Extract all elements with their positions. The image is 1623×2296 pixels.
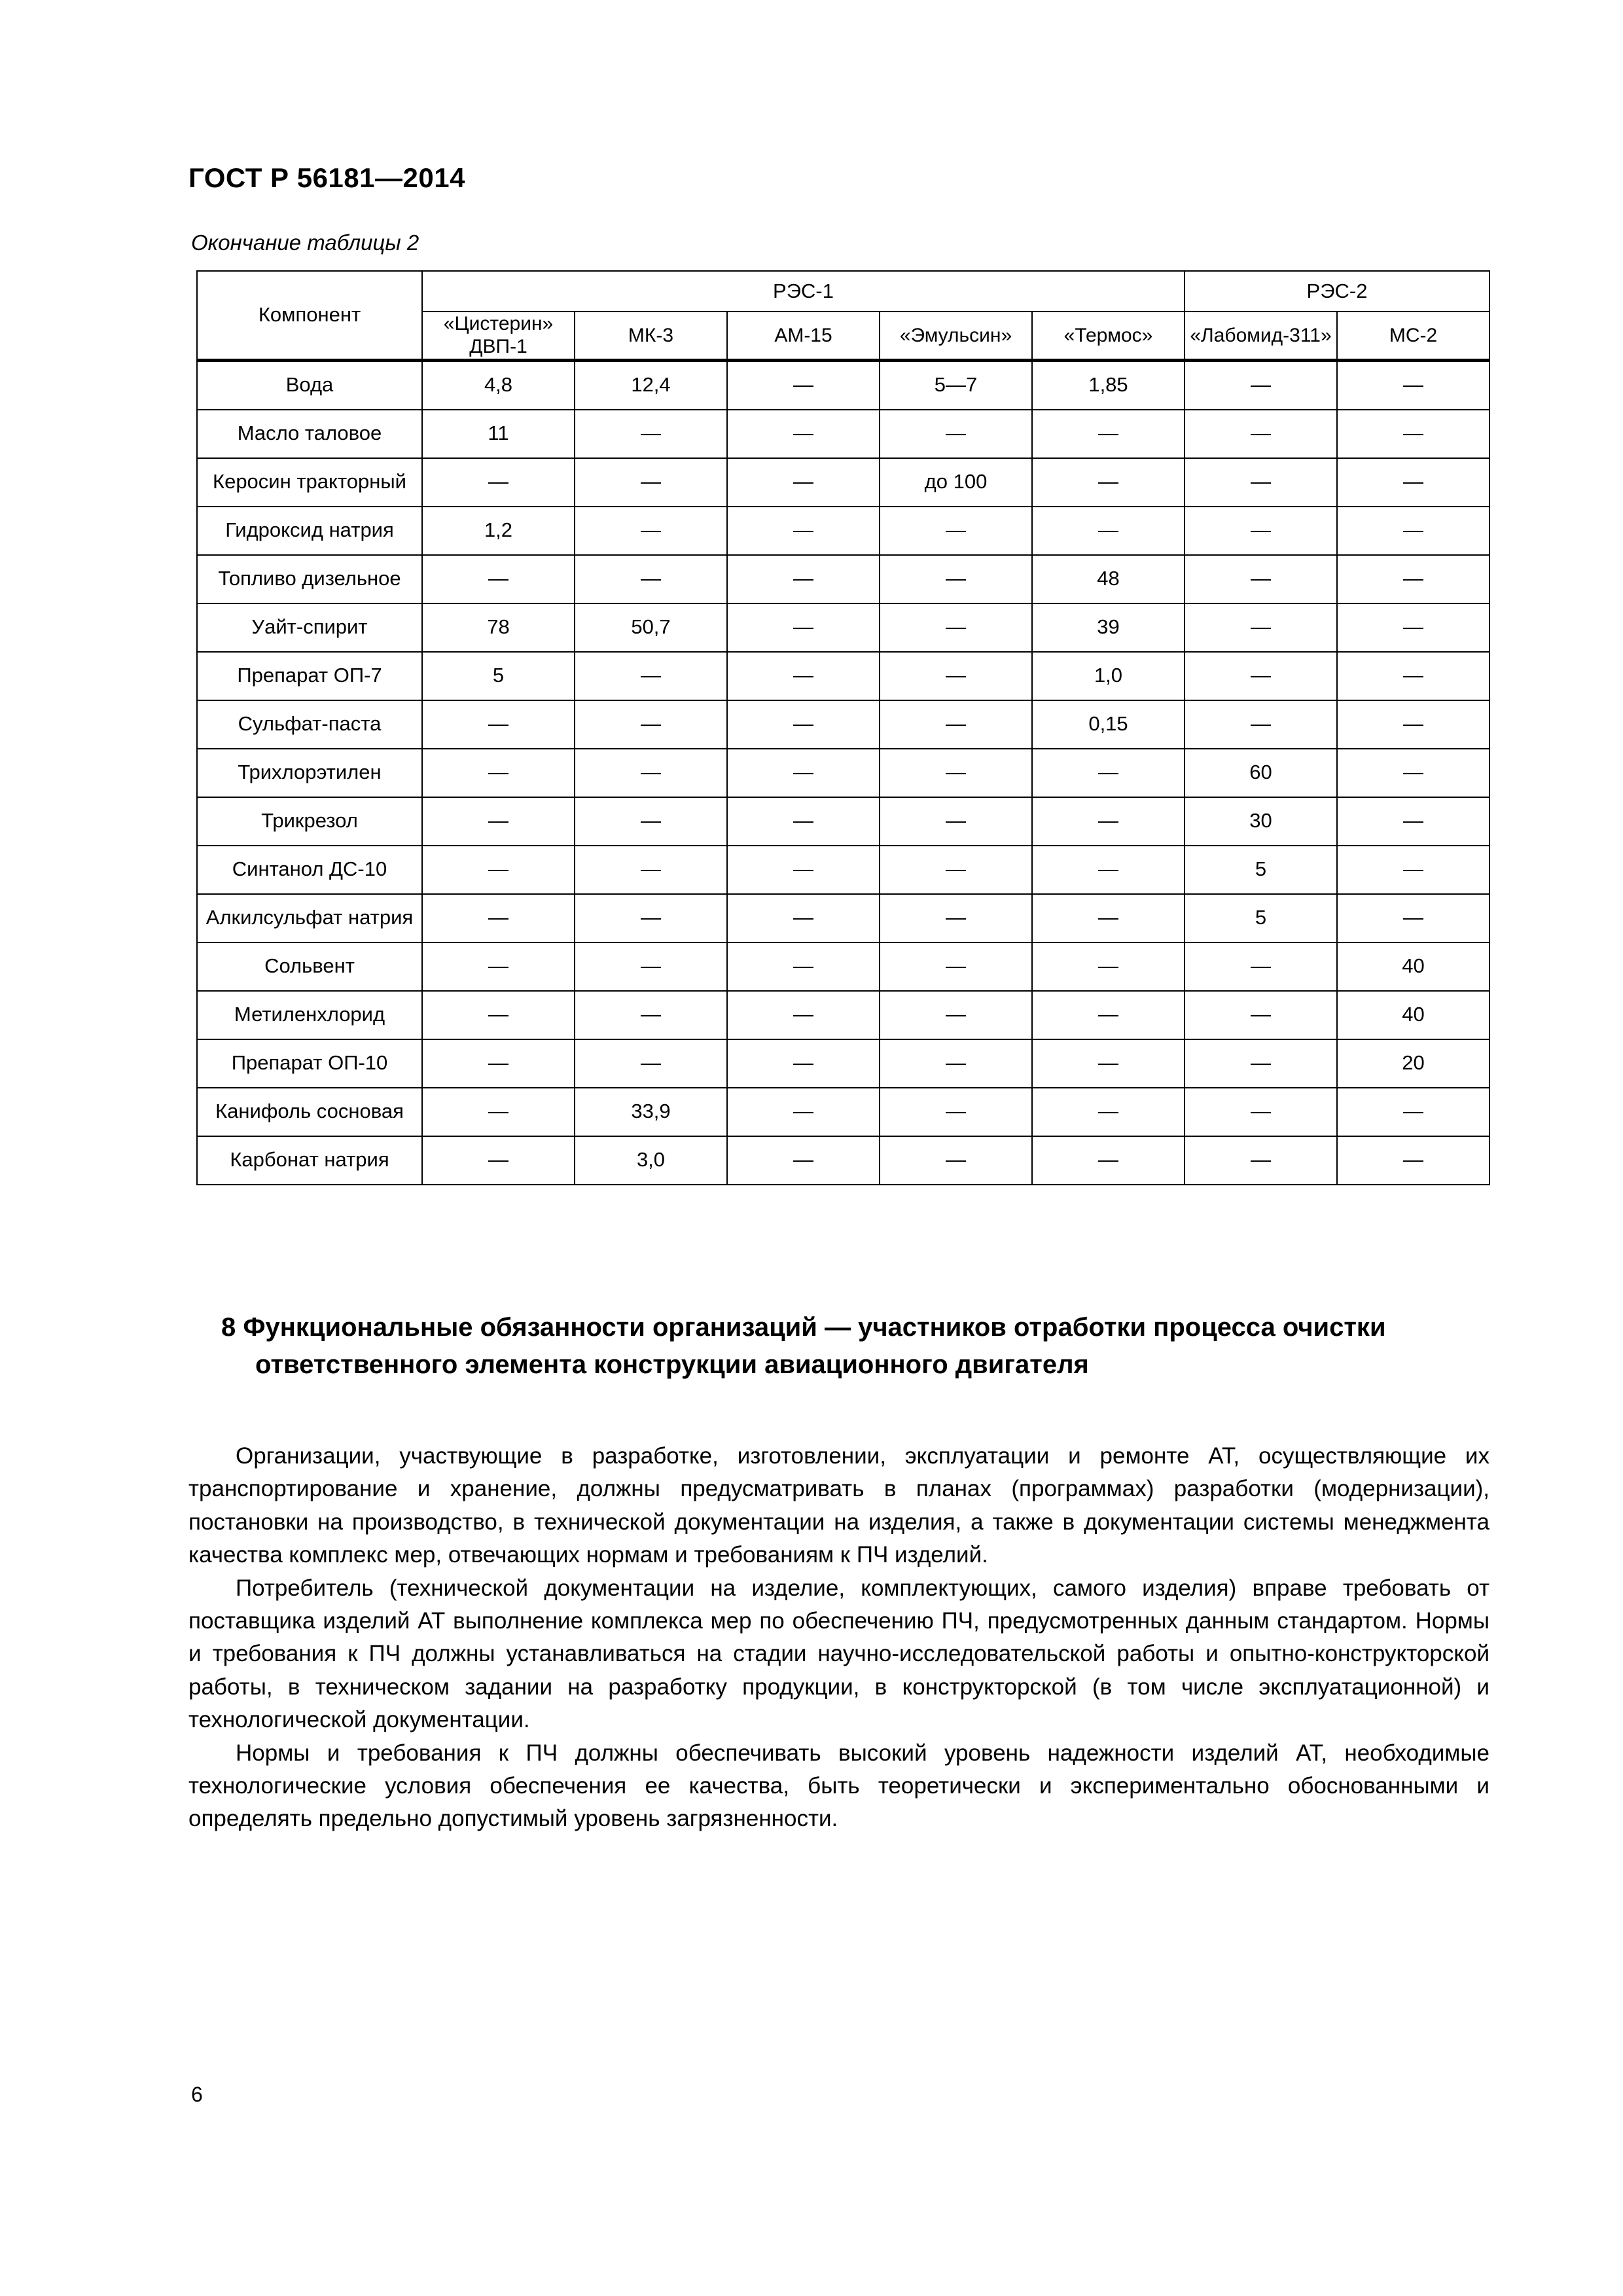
value-cell: — <box>575 652 727 700</box>
header-am-15: АМ-15 <box>727 312 880 360</box>
value-cell: — <box>1185 1136 1337 1185</box>
value-cell: — <box>727 555 880 603</box>
value-cell: — <box>575 555 727 603</box>
value-cell: — <box>1185 652 1337 700</box>
value-cell: — <box>1032 1136 1185 1185</box>
value-cell: 50,7 <box>575 603 727 652</box>
value-cell: — <box>1337 700 1489 749</box>
value-cell: 30 <box>1185 797 1337 846</box>
table-row <box>197 894 1489 942</box>
value-cell: — <box>1032 991 1185 1039</box>
section-body <box>188 1440 1489 1836</box>
table-head-row-groups <box>197 271 1489 312</box>
header-ms-2: МС-2 <box>1337 312 1489 360</box>
paragraph-organizations: Организации, участвующие в разработке, изготовлении, эксплуатации и ремонте АТ, осуществляющие их транспортирование и хранение, должны предусматривать в планах (программах) разработки (модернизации), постановки на производство, в технической документации на изделия, а также в документации системы менеджмента качества комплекс мер, отвечающих нормам и требованиям к ПЧ изделий. <box>188 1443 1489 1568</box>
value-cell: — <box>727 991 880 1039</box>
value-cell: — <box>727 942 880 991</box>
value-cell: — <box>575 507 727 555</box>
table-row <box>197 1039 1489 1088</box>
section-heading: 8 Функциональные обязанности организаций — участников отработки процесса очистки ответственного элемента конструкции авиационного двигателя <box>221 1313 1386 1379</box>
standard-designation: ГОСТ Р 56181—2014 <box>188 162 465 193</box>
value-cell: — <box>727 846 880 894</box>
value-cell: — <box>727 894 880 942</box>
component-name-cell: Вода <box>197 360 422 410</box>
value-cell: — <box>880 1088 1032 1136</box>
value-cell: — <box>1185 458 1337 507</box>
value-cell: — <box>1032 749 1185 797</box>
component-name-cell: Метиленхлорид <box>197 991 422 1039</box>
value-cell: — <box>1032 1088 1185 1136</box>
header-emulsin: «Эмульсин» <box>880 312 1032 360</box>
value-cell: — <box>880 1136 1032 1185</box>
value-cell: — <box>1337 410 1489 458</box>
component-name-cell: Канифоль сосновая <box>197 1088 422 1136</box>
value-cell: — <box>422 458 575 507</box>
value-cell: — <box>422 1088 575 1136</box>
value-cell: — <box>880 507 1032 555</box>
value-cell: 20 <box>1337 1039 1489 1088</box>
value-cell: — <box>422 1136 575 1185</box>
value-cell: 48 <box>1032 555 1185 603</box>
value-cell: — <box>575 410 727 458</box>
value-cell: 3,0 <box>575 1136 727 1185</box>
table-row <box>197 652 1489 700</box>
header-group-res2: РЭС-2 <box>1185 271 1489 312</box>
value-cell: — <box>1337 1088 1489 1136</box>
value-cell: — <box>727 410 880 458</box>
value-cell: — <box>1337 360 1489 410</box>
value-cell: — <box>727 1136 880 1185</box>
value-cell: — <box>727 797 880 846</box>
value-cell: 12,4 <box>575 360 727 410</box>
value-cell: — <box>1185 942 1337 991</box>
value-cell: — <box>1185 1088 1337 1136</box>
paragraph-consumer: Потребитель (технической документации на изделие, комплектующих, самого изделия) вправе требовать от поставщика изделий АТ выполнение комплекса мер по обеспечению ПЧ, предусмотренных данным стандартом. Нормы и требования к ПЧ должны устанавливаться на стадии научно-исследовательской работы и опытно-конструкторской работы, в техническом задании на разработку продукции, в конструкторской (в том числе эксплуатационной) и технологической документации. <box>188 1575 1489 1733</box>
value-cell: 40 <box>1337 942 1489 991</box>
value-cell: 4,8 <box>422 360 575 410</box>
table-row <box>197 749 1489 797</box>
value-cell: — <box>1185 410 1337 458</box>
table-head <box>197 271 1489 360</box>
value-cell: — <box>1337 555 1489 603</box>
table-row <box>197 603 1489 652</box>
value-cell: — <box>422 555 575 603</box>
component-name-cell: Препарат ОП-7 <box>197 652 422 700</box>
value-cell: — <box>422 797 575 846</box>
component-name-cell: Уайт-спирит <box>197 603 422 652</box>
value-cell: — <box>727 458 880 507</box>
value-cell: 33,9 <box>575 1088 727 1136</box>
value-cell: 5 <box>422 652 575 700</box>
value-cell: — <box>880 410 1032 458</box>
table-row <box>197 360 1489 410</box>
value-cell: — <box>880 652 1032 700</box>
value-cell: — <box>880 894 1032 942</box>
value-cell: 1,2 <box>422 507 575 555</box>
value-cell: — <box>575 894 727 942</box>
value-cell: 78 <box>422 603 575 652</box>
value-cell: — <box>1337 797 1489 846</box>
table-row <box>197 410 1489 458</box>
value-cell: — <box>575 1039 727 1088</box>
value-cell: — <box>575 846 727 894</box>
paragraph-norms: Нормы и требования к ПЧ должны обеспечивать высокий уровень надежности изделий АТ, необходимые технологические условия обеспечения ее качества, быть теоретически и экспериментально обоснованными и определять предельно допустимый уровень загрязненности. <box>188 1740 1489 1832</box>
header-labomid-311: «Лабомид-311» <box>1185 312 1337 360</box>
value-cell: — <box>727 1088 880 1136</box>
value-cell: 60 <box>1185 749 1337 797</box>
value-cell: — <box>727 1039 880 1088</box>
value-cell: 11 <box>422 410 575 458</box>
value-cell: — <box>1337 894 1489 942</box>
table-row <box>197 458 1489 507</box>
component-name-cell: Трихлорэтилен <box>197 749 422 797</box>
value-cell: до 100 <box>880 458 1032 507</box>
value-cell: — <box>880 555 1032 603</box>
value-cell: — <box>1032 846 1185 894</box>
value-cell: — <box>1185 991 1337 1039</box>
component-name-cell: Трикрезол <box>197 797 422 846</box>
value-cell: — <box>880 991 1032 1039</box>
value-cell: — <box>422 991 575 1039</box>
page-number: 6 <box>191 2083 203 2106</box>
value-cell: — <box>880 797 1032 846</box>
value-cell: — <box>1032 894 1185 942</box>
value-cell: — <box>727 749 880 797</box>
value-cell: — <box>1185 507 1337 555</box>
header-termos: «Термос» <box>1032 312 1185 360</box>
value-cell: — <box>1337 603 1489 652</box>
value-cell: — <box>727 360 880 410</box>
value-cell: — <box>1337 507 1489 555</box>
value-cell: 40 <box>1337 991 1489 1039</box>
component-name-cell: Керосин тракторный <box>197 458 422 507</box>
component-name-cell: Препарат ОП-10 <box>197 1039 422 1088</box>
value-cell: 5 <box>1185 846 1337 894</box>
value-cell: — <box>1185 700 1337 749</box>
value-cell: — <box>575 700 727 749</box>
value-cell: — <box>422 700 575 749</box>
value-cell: — <box>1337 749 1489 797</box>
composition-table-wrapper <box>196 270 1489 1185</box>
value-cell: — <box>1337 458 1489 507</box>
value-cell: — <box>1032 797 1185 846</box>
header-cisterin-dvp1: «Цистерин» ДВП-1 <box>422 312 575 360</box>
value-cell: — <box>1185 555 1337 603</box>
value-cell: 39 <box>1032 603 1185 652</box>
value-cell: — <box>727 507 880 555</box>
table-row <box>197 797 1489 846</box>
table-row <box>197 700 1489 749</box>
value-cell: — <box>1032 458 1185 507</box>
component-name-cell: Алкилсульфат натрия <box>197 894 422 942</box>
value-cell: — <box>727 603 880 652</box>
table-body <box>197 360 1489 1185</box>
value-cell: 0,15 <box>1032 700 1185 749</box>
table-row <box>197 507 1489 555</box>
value-cell: — <box>1185 603 1337 652</box>
composition-table <box>196 270 1490 1185</box>
value-cell: — <box>880 749 1032 797</box>
component-name-cell: Топливо дизельное <box>197 555 422 603</box>
table-row <box>197 555 1489 603</box>
value-cell: — <box>575 458 727 507</box>
table-row <box>197 991 1489 1039</box>
table-row <box>197 1088 1489 1136</box>
value-cell: — <box>880 942 1032 991</box>
table-row <box>197 942 1489 991</box>
value-cell: — <box>1032 942 1185 991</box>
component-name-cell: Синтанол ДС-10 <box>197 846 422 894</box>
value-cell: — <box>1032 507 1185 555</box>
value-cell: — <box>727 652 880 700</box>
value-cell: — <box>575 991 727 1039</box>
value-cell: — <box>1032 410 1185 458</box>
component-name-cell: Гидроксид натрия <box>197 507 422 555</box>
value-cell: — <box>880 846 1032 894</box>
component-name-cell: Карбонат натрия <box>197 1136 422 1185</box>
value-cell: — <box>1337 1136 1489 1185</box>
value-cell: — <box>1185 360 1337 410</box>
table-row <box>197 846 1489 894</box>
value-cell: — <box>422 846 575 894</box>
value-cell: — <box>880 1039 1032 1088</box>
value-cell: — <box>1185 1039 1337 1088</box>
table-caption: Окончание таблицы 2 <box>191 230 419 255</box>
value-cell: — <box>575 942 727 991</box>
value-cell: 1,85 <box>1032 360 1185 410</box>
value-cell: — <box>1337 652 1489 700</box>
component-name-cell: Сульфат-паста <box>197 700 422 749</box>
value-cell: — <box>1337 846 1489 894</box>
header-group-res1: РЭС-1 <box>422 271 1185 312</box>
value-cell: — <box>880 603 1032 652</box>
component-name-cell: Сольвент <box>197 942 422 991</box>
header-component: Компонент <box>197 271 422 360</box>
value-cell: — <box>422 942 575 991</box>
value-cell: — <box>880 700 1032 749</box>
value-cell: — <box>727 700 880 749</box>
value-cell: 1,0 <box>1032 652 1185 700</box>
component-name-cell: Масло таловое <box>197 410 422 458</box>
value-cell: — <box>1032 1039 1185 1088</box>
value-cell: — <box>575 749 727 797</box>
value-cell: — <box>575 797 727 846</box>
value-cell: — <box>422 749 575 797</box>
value-cell: — <box>422 894 575 942</box>
value-cell: — <box>422 1039 575 1088</box>
value-cell: 5 <box>1185 894 1337 942</box>
table-row <box>197 1136 1489 1185</box>
header-mk-3: МК-3 <box>575 312 727 360</box>
value-cell: 5—7 <box>880 360 1032 410</box>
